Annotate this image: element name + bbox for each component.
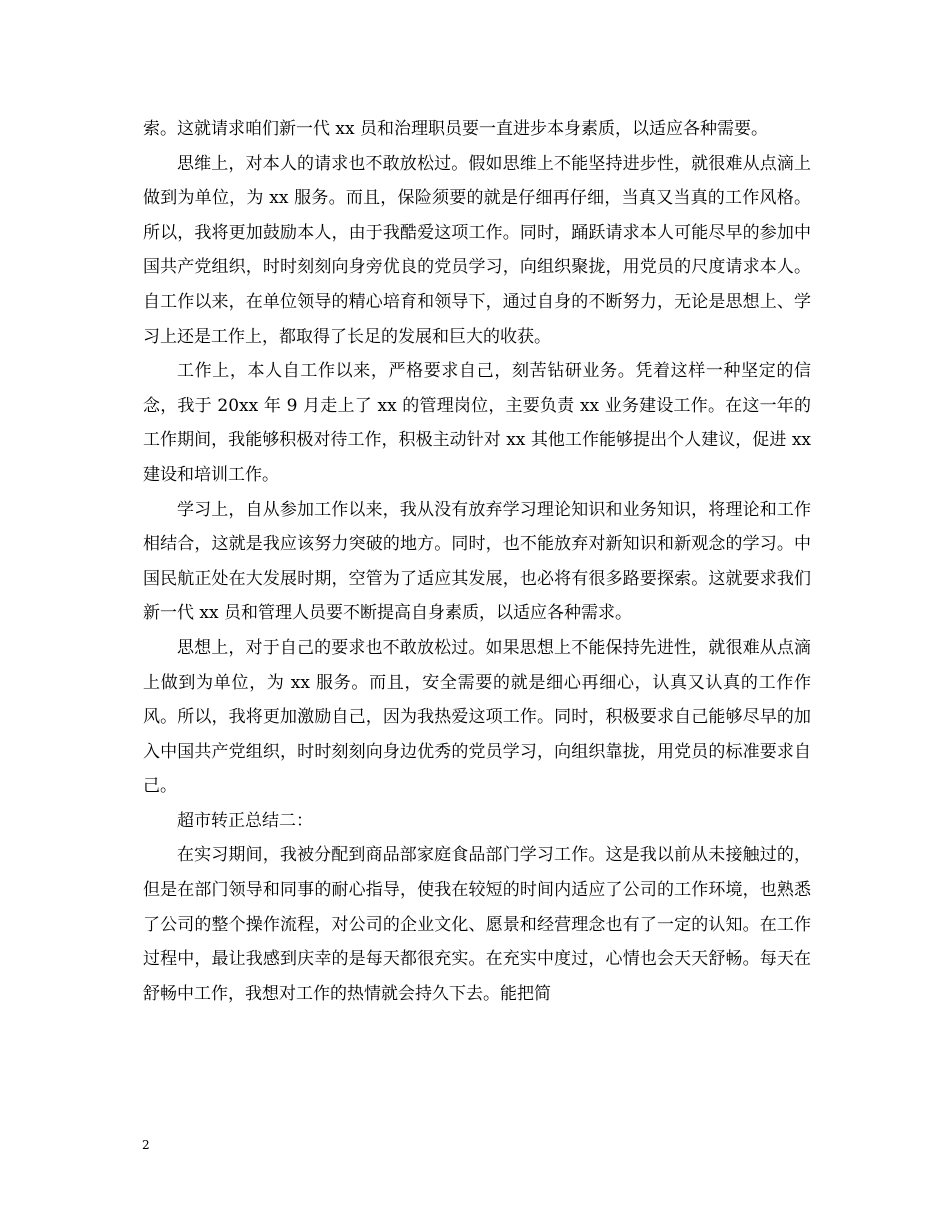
paragraph-2: 思维上，对本人的请求也不敢放松过。假如思维上不能坚持进步性，就很难从点滴上做到为单位，为 xx 服务。而且，保险须要的就是仔细再仔细，当真又当真的工作风格。所以，我将更加鼓励本人，由于我酷爱这项工作。同时，踊跃请求本人可能尽早的参加中国共产党组织，时时刻刻向身旁优良的党员学习，向组织聚拢，用党员的尺度请求本人。 自工作以来，在单位领导的精心培育和领导下，通过自身的不断努力，无论是思想上、学习上还是工作上，都取得了长足的发展和巨大的收获。	[143, 153, 811, 347]
paragraph-6: 在实习期间，我被分配到商品部家庭食品部门学习工作。这是我以前从未接触过的，但是在部门领导和同事的耐心指导，使我在较短的时间内适应了公司的工作环境，也熟悉了公司的整个操作流程，对公司的企业文化、愿景和经营理念也有了一定的认知。在工作过程中，最让我感到庆幸的是每天都很充实。在充实中度过，心情也会天天舒畅。每天在舒畅中工作，我想对工作的热情就会持久下去。能把简	[143, 845, 811, 1004]
paragraph-5: 思想上，对于自己的要求也不敢放松过。如果思想上不能保持先进性，就很难从点滴上做到为单位，为 xx 服务。而且，安全需要的就是细心再细心，认真又认真的工作作风。所以，我将更加激励自己，因为我热爱这项工作。同时，积极要求自己能够尽早的加入中国共产党组织，时时刻刻向身边优秀的党员学习，向组织靠拢，用党员的标准要求自己。	[143, 637, 811, 797]
page-number: 2	[142, 1138, 150, 1152]
section-heading: 超市转正总结二：	[177, 810, 313, 831]
body-text	[143, 112, 811, 1011]
paragraph-3: 工作上，本人自工作以来，严格要求自己，刻苦钻研业务。凭着这样一种坚定的信念，我于 20xx 年 9 月走上了 xx 的管理岗位，主要负责 xx 业务建设工作。在这一年的工作期间，我能够积极对待工作，积极主动针对 xx 其他工作能够提出个人建议，促进 xx 建设和培训工作。	[143, 361, 811, 485]
paragraph-4: 学习上，自从参加工作以来，我从没有放弃学习理论知识和业务知识，将理论和工作相结合，这就是我应该努力突破的地方。同时，也不能放弃对新知识和新观念的学习。中国民航正处在大发展时期，空管为了适应其发展，也必将有很多路要探索。这就要求我们新一代 xx 员和管理人员要不断提高自身素质，以适应各种需求。	[143, 499, 811, 624]
paragraph-1: 索。这就请求咱们新一代 xx 员和治理职员要一直进步本身素质，以适应各种需要。	[143, 119, 768, 139]
